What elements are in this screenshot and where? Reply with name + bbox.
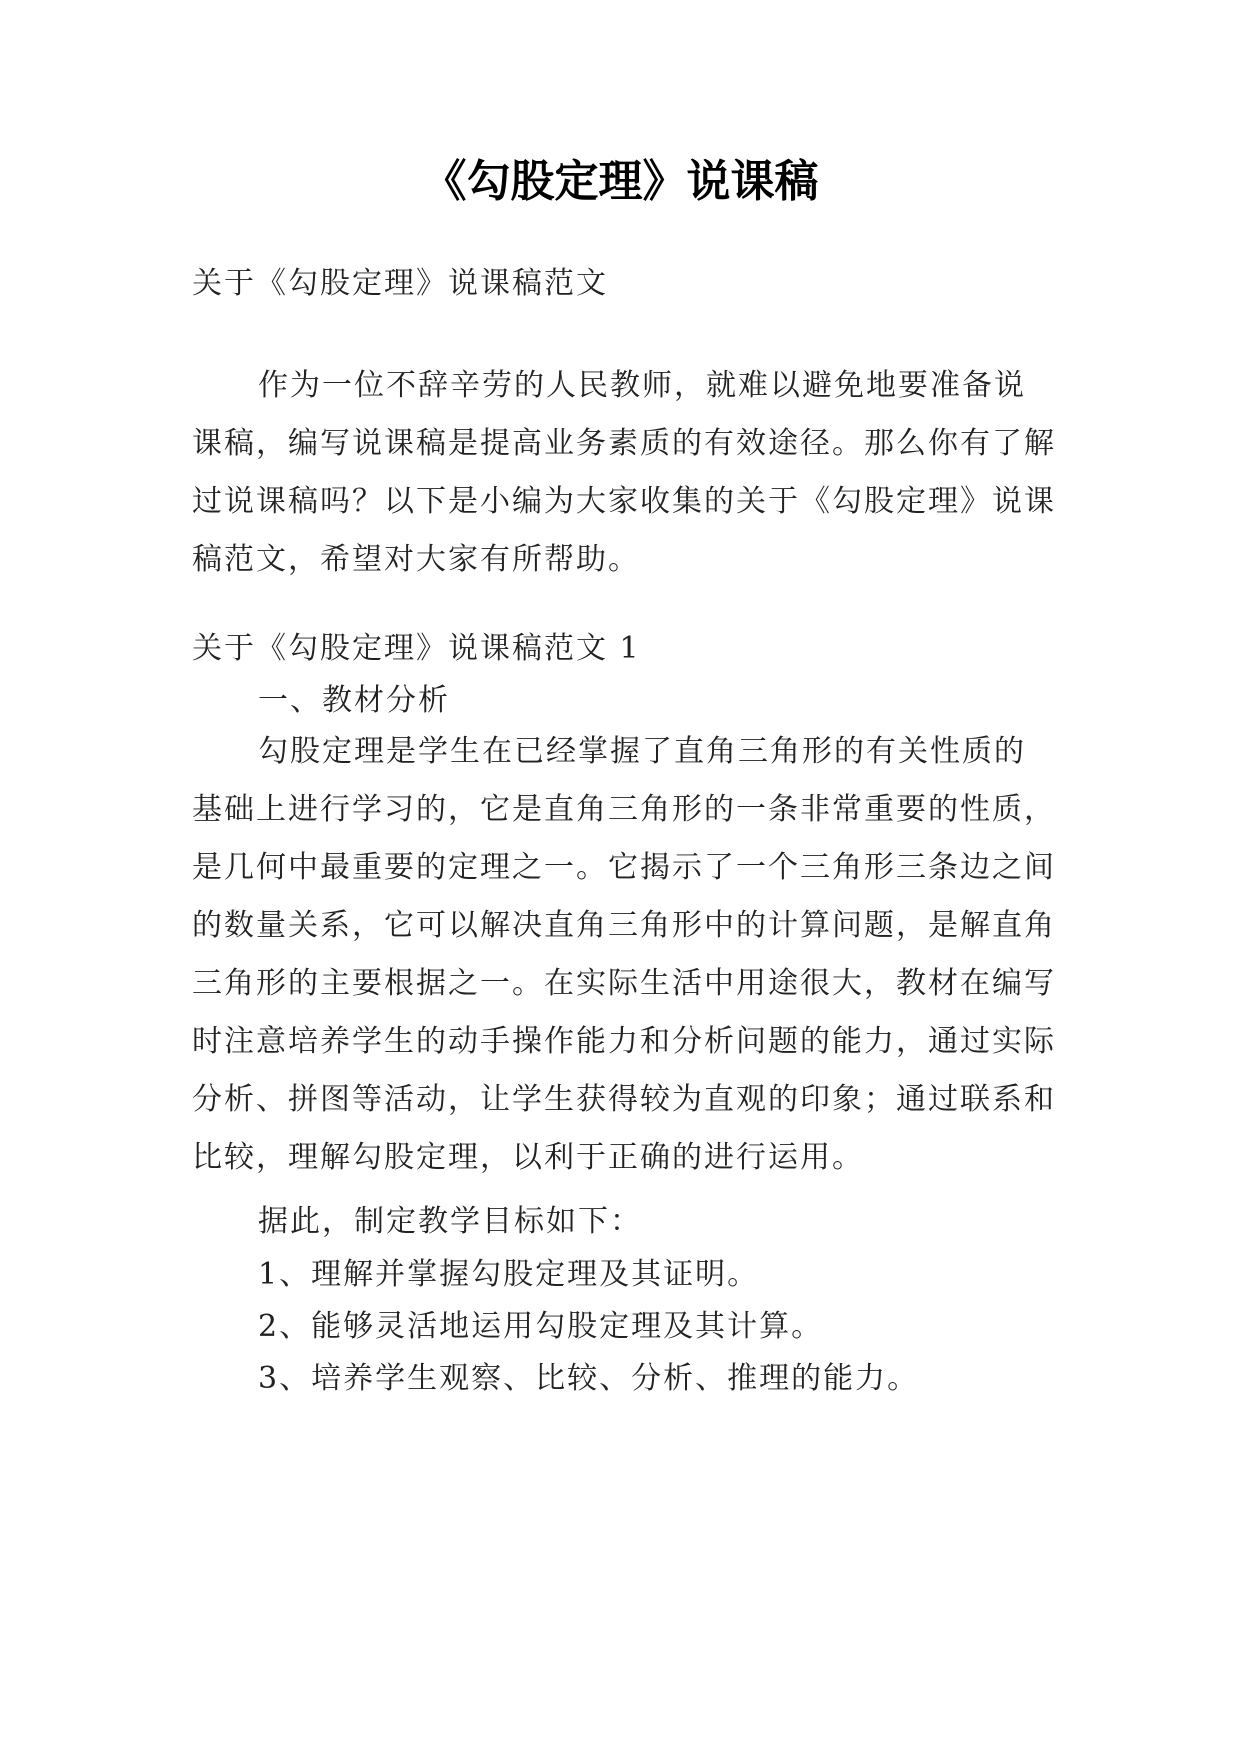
goal-item: 2、能够灵活地运用勾股定理及其计算。 — [258, 1309, 824, 1344]
document-subtitle: 关于《勾股定理》说课稿范文 — [192, 266, 608, 301]
intro-paragraph: 作为一位不辞辛劳的人民教师，就难以避免地要准备说课稿，编写说课稿是提高业务素质的有效途径。那么你有了解过说课稿吗？以下是小编为大家收集的关于《勾股定理》说课稿范文，希望对大家有所帮助。 — [192, 368, 1056, 577]
goals-intro: 据此，制定教学目标如下： — [258, 1204, 642, 1239]
goal-item: 1、理解并掌握勾股定理及其证明。 — [258, 1257, 760, 1292]
section-heading: 关于《勾股定理》说课稿范文 1 — [192, 631, 641, 666]
analysis-paragraph: 勾股定理是学生在已经掌握了直角三角形的有关性质的基础上进行学习的，它是直角三角形的一条非常重要的性质，是几何中最重要的定理之一。它揭示了一个三角形三条边之间的数量关系，它可以解决直角三角形中的计算问题，是解直角三角形的主要根据之一。在实际生活中用途很大，教材在编写时注意培养学生的动手操作能力和分析问题的能力，通过实际分析、拼图等活动，让学生获得较为直观的印象；通过联系和比较，理解勾股定理，以利于正确的进行运用。 — [192, 734, 1056, 1175]
part-heading: 一、教材分析 — [258, 683, 450, 718]
document-title: 《勾股定理》说课稿 — [422, 156, 819, 207]
goal-item: 3、培养学生观察、比较、分析、推理的能力。 — [258, 1361, 920, 1396]
